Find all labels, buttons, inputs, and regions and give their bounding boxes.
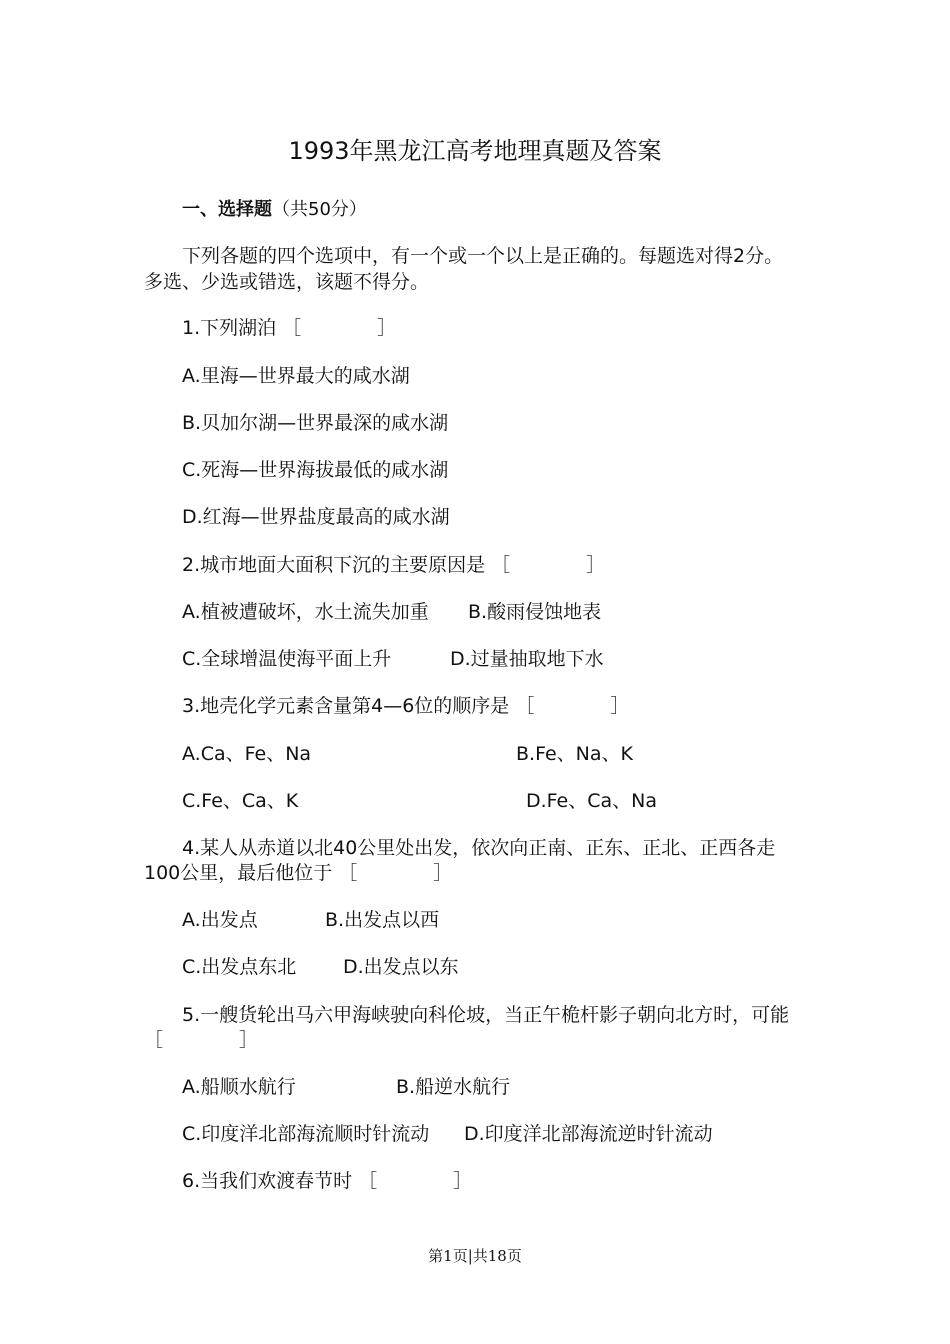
question-5-option-c: C.印度洋北部海流顺时针流动 [182,1123,430,1145]
question-4-stem-line-2: 100公里，最后他位于 ［ ］ [144,862,453,884]
question-4-stem-line-1: 4.某人从赤道以北40公里处出发，依次向正南、正东、正北、正西各走 [182,837,776,859]
question-1-option-b: B.贝加尔湖—世界最深的咸水湖 [182,412,449,434]
question-1-option-a: A.里海—世界最大的咸水湖 [182,365,410,387]
question-6-stem: 6.当我们欢渡春节时 ［ ］ [182,1170,473,1192]
question-2-option-c: C.全球增温使海平面上升 [182,648,392,670]
document-title: 1993年黑龙江高考地理真题及答案 [288,137,662,165]
question-3-option-b: B.Fe、Na、K [516,743,633,765]
question-2-option-d: D.过量抽取地下水 [450,648,604,670]
question-4-option-d: D.出发点以东 [343,956,459,978]
question-2-option-a: A.植被遭破坏，水土流失加重 [182,601,429,623]
question-2-option-b: B.酸雨侵蚀地表 [468,601,602,623]
question-4-option-c: C.出发点东北 [182,956,297,978]
section-title: 一、选择题 [182,199,272,220]
question-1-stem: 1.下列湖泊 ［ ］ [182,317,397,339]
page-footer: 第1页|共18页 [428,1247,522,1265]
question-3-option-d: D.Fe、Ca、Na [526,790,658,812]
question-5-stem-line-2: ［ ］ [144,1029,259,1051]
question-3-option-a: A.Ca、Fe、Na [182,743,312,765]
question-1-option-c: C.死海—世界海拔最低的咸水湖 [182,459,449,481]
instructions-line-2: 多选、少选或错选，该题不得分。 [144,271,430,293]
question-3-stem: 3.地壳化学元素含量第4—6位的顺序是 ［ ］ [182,695,630,717]
question-5-option-d: D.印度洋北部海流逆时针流动 [464,1123,713,1145]
section-heading [182,198,367,222]
section-points: （共50分） [272,199,367,220]
question-1-option-d: D.红海—世界盐度最高的咸水湖 [182,506,450,528]
question-5-stem-line-1: 5.一艘货轮出马六甲海峡驶向科伦坡，当正午桅杆影子朝向北方时，可能 [182,1004,790,1026]
question-2-stem: 2.城市地面大面积下沉的主要原因是 ［ ］ [182,554,606,576]
instructions-line-1: 下列各题的四个选项中，有一个或一个以上是正确的。每题选对得2分。 [182,245,784,267]
question-5-option-b: B.船逆水航行 [396,1076,511,1098]
question-4-option-a: A.出发点 [182,909,258,931]
question-4-option-b: B.出发点以西 [325,909,440,931]
question-3-option-c: C.Fe、Ca、K [182,790,299,812]
question-5-option-a: A.船顺水航行 [182,1076,296,1098]
